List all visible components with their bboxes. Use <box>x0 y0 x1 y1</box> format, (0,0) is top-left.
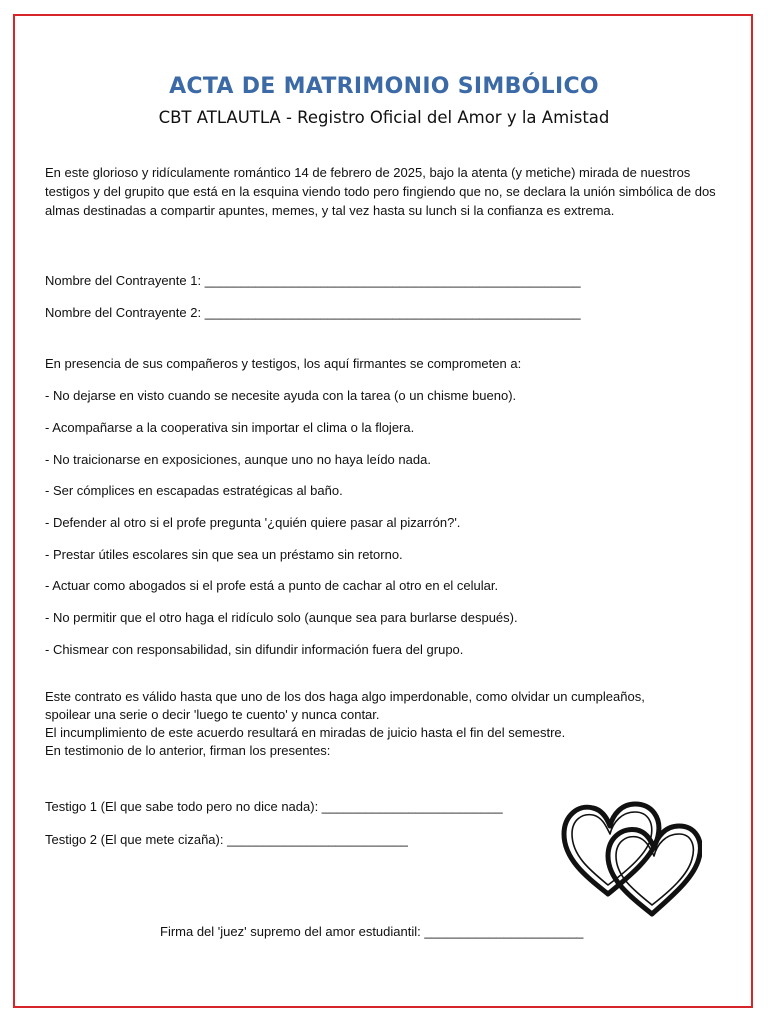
contrayente-1-field: Nombre del Contrayente 1: ____________________________________________________ <box>45 273 581 288</box>
judge-signature-field: Firma del 'juez' supremo del amor estudiantil: ______________________ <box>160 924 584 939</box>
intro-paragraph: En este glorioso y ridículamente romántico 14 de febrero de 2025, bajo la atenta (y metiche) mirada de nuestros testigos y del grupito que está en la esquina viendo todo pero fingiendo que no, se declara la unión simbólica de dos almas destinadas a compartir apuntes, memes, y tal vez hasta su lunch si la confianza es extrema. <box>45 165 716 218</box>
contrayente-2-field: Nombre del Contrayente 2: ____________________________________________________ <box>45 305 581 320</box>
commitment-item: - No permitir que el otro haga el ridículo solo (aunque sea para burlarse después). <box>45 610 518 625</box>
commitment-item: - Actuar como abogados si el profe está a punto de cachar al otro en el celular. <box>45 578 499 593</box>
commitment-item: - No traicionarse en exposiciones, aunque uno no haya leído nada. <box>45 452 431 467</box>
closing-line: El incumplimiento de este acuerdo resultará en miradas de juicio hasta el fin del semestre. <box>45 725 566 740</box>
commitment-item: - Prestar útiles escolares sin que sea un préstamo sin retorno. <box>45 547 403 562</box>
document-title: ACTA DE MATRIMONIO SIMBÓLICO <box>169 74 599 99</box>
closing-line: En testimonio de lo anterior, firman los presentes: <box>45 743 331 758</box>
commitment-item: - Acompañarse a la cooperativa sin importar el clima o la flojera. <box>45 420 415 435</box>
commitment-item: - Ser cómplices en escapadas estratégicas al baño. <box>45 483 343 498</box>
closing-line: Este contrato es válido hasta que uno de los dos haga algo imperdonable, como olvidar un cumpleaños, <box>45 689 645 704</box>
document-subtitle: CBT ATLAUTLA - Registro Oficial del Amor y la Amistad <box>158 108 610 127</box>
two-hearts-icon <box>560 782 702 920</box>
closing-paragraph <box>45 688 725 760</box>
commitment-item: - Chismear con responsabilidad, sin difundir información fuera del grupo. <box>45 642 464 657</box>
testigo-2-field: Testigo 2 (El que mete cizaña): _________________________ <box>45 832 408 847</box>
testigo-1-field: Testigo 1 (El que sabe todo pero no dice nada): _________________________ <box>45 799 503 814</box>
closing-line: spoilear una serie o decir 'luego te cuento' y nunca contar. <box>45 707 380 722</box>
commitments-intro: En presencia de sus compañeros y testigos, los aquí firmantes se comprometen a: <box>45 356 522 371</box>
commitment-item: - Defender al otro si el profe pregunta '¿quién quiere pasar al pizarrón?'. <box>45 515 461 530</box>
commitment-item: - No dejarse en visto cuando se necesite ayuda con la tarea (o un chisme bueno). <box>45 388 517 403</box>
